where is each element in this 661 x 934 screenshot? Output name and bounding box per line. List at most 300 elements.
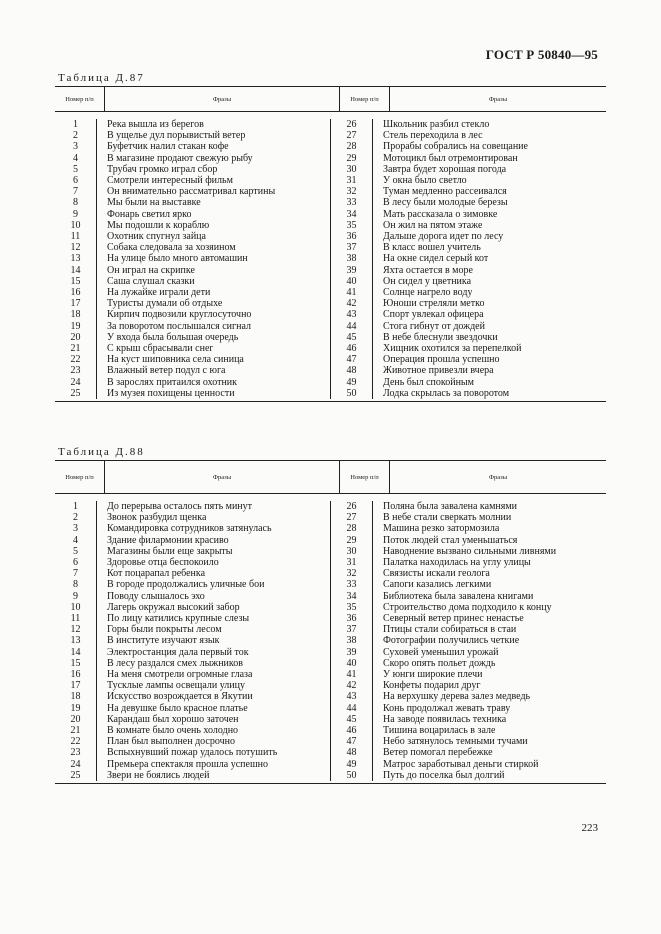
row-phrase: Операция прошла успешно [372,354,500,365]
table-row [331,130,606,141]
row-phrase: Поток людей стал уменьшаться [372,535,517,546]
table-row [331,220,606,231]
row-number: 22 [70,736,81,748]
row-number: 36 [346,613,357,625]
row-number: 45 [346,331,357,343]
row-phrase: На окне сидел серый кот [372,253,488,264]
row-phrase: В небе блеснули звездочки [372,332,498,343]
row-number: 26 [346,119,357,130]
row-phrase: Карандаш был хорошо заточен [96,714,239,725]
table-row [331,602,606,613]
row-phrase: В институте изучают язык [96,635,219,646]
row-number: 31 [346,175,357,187]
row-number: 41 [346,669,357,681]
row-phrase: Прорабы собрались на совещание [372,141,528,152]
table-row [331,703,606,714]
table-row [331,298,606,309]
row-phrase: С крыш сбрасывали снег [96,343,213,354]
row-phrase: В лесу были молодые березы [372,197,508,208]
row-phrase: Мотоцикл был отремонтирован [372,153,518,164]
row-number: 40 [346,657,357,669]
table-row [331,332,606,343]
row-phrase: Электростанция дала первый ток [96,647,249,658]
row-number: 7 [73,186,78,198]
row-number: 30 [346,545,357,557]
table-header [55,87,606,112]
row-number: 48 [346,365,357,377]
row-number: 42 [346,298,357,310]
row-phrase: Животное привезли вчера [372,365,494,376]
table-row [55,557,330,568]
table-row [55,186,330,197]
row-number: 9 [73,590,78,602]
row-phrase: До перерыва осталось пять минут [96,501,252,512]
row-number: 25 [70,769,81,781]
row-number: 25 [70,387,81,399]
row-number: 16 [70,287,81,299]
table-row [331,512,606,523]
row-phrase: Дальше дорога идет по лесу [372,231,503,242]
table-row [55,377,330,388]
table-row [331,669,606,680]
row-number: 8 [73,197,78,209]
table-row [331,309,606,320]
row-number: 4 [73,534,78,546]
row-phrase: Фонарь светил ярко [96,209,191,220]
page-number: 223 [581,822,598,834]
row-number: 7 [73,568,78,580]
table-row [331,141,606,152]
row-number: 23 [70,747,81,759]
table-row [331,759,606,770]
row-phrase: Юноши стреляли метко [372,298,484,309]
row-number: 33 [346,579,357,591]
table-row [55,613,330,624]
row-phrase: Ветер помогал перебежке [372,747,493,758]
table-row [55,680,330,691]
table-row [331,365,606,376]
table-row [55,309,330,320]
table-row [55,635,330,646]
row-phrase: Хищник охотился за перепелкой [372,343,521,354]
row-phrase: Охотник спугнул зайца [96,231,206,242]
row-number: 30 [346,163,357,175]
column-left [55,119,330,399]
row-number: 9 [73,208,78,220]
row-number: 23 [70,365,81,377]
table-row [55,591,330,602]
row-phrase: Конь продолжал жевать траву [372,703,510,714]
row-phrase: Поляна была завалена камнями [372,501,517,512]
table-caption-d87: Таблица Д.87 [58,72,145,84]
row-phrase: Трубач громко играл сбор [96,164,217,175]
row-number: 27 [346,512,357,524]
table-row [55,343,330,354]
table-header [55,461,606,494]
row-number: 49 [346,376,357,388]
row-phrase: Завтра будет хорошая погода [372,164,506,175]
table-row [331,557,606,568]
row-number: 36 [346,231,357,243]
row-phrase: Путь до поселка был долгий [372,770,505,781]
row-number: 13 [70,253,81,265]
row-phrase: Из музея похищены ценности [96,388,235,399]
table-row [55,276,330,287]
table-body [55,112,606,401]
table-row [55,624,330,635]
row-phrase: В городе продолжались уличные бои [96,579,264,590]
col-number-header: Номер п/п [65,473,94,481]
table-row [331,770,606,781]
row-number: 34 [346,208,357,220]
table-row [331,680,606,691]
row-phrase: В зарослях притаился охотник [96,377,237,388]
table-row [331,691,606,702]
row-number: 17 [70,298,81,310]
row-phrase: Лагерь окружал высокий забор [96,602,240,613]
row-phrase: Фотографии получились четкие [372,635,519,646]
row-number: 20 [70,331,81,343]
col-number-header: Номер п/п [65,95,94,103]
row-phrase: В комнате было очень холодно [96,725,238,736]
table-row [55,736,330,747]
row-number: 21 [70,343,81,355]
table-row [331,265,606,276]
row-number: 43 [346,309,357,321]
row-number: 1 [73,119,78,130]
row-phrase: Лодка скрылась за поворотом [372,388,509,399]
table-row [331,287,606,298]
row-phrase: Скоро опять польет дождь [372,658,495,669]
row-phrase: На лужайке играли дети [96,287,210,298]
table-row [55,747,330,758]
row-phrase: Тусклые лампы освещали улицу [96,680,245,691]
row-number: 10 [70,219,81,231]
column-right [330,501,606,781]
table-row [55,164,330,175]
row-phrase: План был выполнен досрочно [96,736,235,747]
row-phrase: Птицы стали собираться в стаи [372,624,516,635]
row-phrase: У окна было светло [372,175,467,186]
column-right [330,119,606,399]
row-phrase: Небо затянулось темными тучами [372,736,528,747]
table-row [55,321,330,332]
row-number: 6 [73,557,78,569]
row-phrase: Строительство дома подходило к концу [372,602,552,613]
row-number: 28 [346,141,357,153]
table-row [331,343,606,354]
row-phrase: Северный ветер принес ненастье [372,613,524,624]
row-number: 35 [346,219,357,231]
row-phrase: Матрос заработывал деньги стиркой [372,759,538,770]
table-row [331,186,606,197]
table-d88 [55,460,606,784]
table-row [55,253,330,264]
row-phrase: Школьник разбил стекло [372,119,489,130]
table-row [331,242,606,253]
row-number: 2 [73,130,78,142]
row-phrase: Мы подошли к кораблю [96,220,209,231]
row-number: 1 [73,501,78,512]
row-phrase: В магазине продают свежую рыбу [96,153,253,164]
table-row [55,568,330,579]
table-row [55,388,330,399]
row-number: 27 [346,130,357,142]
row-number: 46 [346,343,357,355]
row-number: 11 [70,231,81,243]
row-number: 29 [346,534,357,546]
table-row [55,546,330,557]
row-number: 6 [73,175,78,187]
table-row [55,365,330,376]
row-number: 32 [346,186,357,198]
row-phrase: По лицу катились крупные слезы [96,613,249,624]
row-phrase: Здание филармонии красиво [96,535,229,546]
row-number: 15 [70,275,81,287]
table-row [55,209,330,220]
table-row [331,354,606,365]
table-row [55,691,330,702]
table-row [55,602,330,613]
table-row [331,568,606,579]
row-number: 46 [346,725,357,737]
row-number: 19 [70,320,81,332]
row-number: 22 [70,354,81,366]
row-number: 44 [346,702,357,714]
table-row [55,669,330,680]
table-row [55,354,330,365]
table-row [331,253,606,264]
row-phrase: Река вышла из берегов [96,119,204,130]
row-number: 10 [70,601,81,613]
table-row [331,119,606,130]
row-phrase: Туристы думали об отдыхе [96,298,222,309]
row-number: 45 [346,713,357,725]
table-row [331,579,606,590]
row-phrase: Яхта остается в море [372,265,473,276]
table-row [55,579,330,590]
row-number: 19 [70,702,81,714]
table-row [331,321,606,332]
row-number: 12 [70,624,81,636]
row-number: 50 [346,387,357,399]
row-phrase: Кот поцарапал ребенка [96,568,205,579]
row-number: 44 [346,320,357,332]
row-phrase: На улице было много автомашин [96,253,248,264]
table-row [331,523,606,534]
table-row [55,175,330,186]
table-row [331,197,606,208]
row-number: 50 [346,769,357,781]
row-number: 38 [346,253,357,265]
row-number: 17 [70,680,81,692]
table-row [55,332,330,343]
row-number: 43 [346,691,357,703]
row-phrase: Звонок разбудил щенка [96,512,206,523]
table-row [55,770,330,781]
row-phrase: На девушке было красное платье [96,703,248,714]
table-row [331,164,606,175]
row-phrase: Суховей уменьшил урожай [372,647,499,658]
row-number: 35 [346,601,357,613]
row-number: 47 [346,736,357,748]
row-number: 34 [346,590,357,602]
row-number: 37 [346,242,357,254]
table-row [55,141,330,152]
row-number: 38 [346,635,357,647]
table-row [55,130,330,141]
table-body [55,494,606,783]
row-number: 2 [73,512,78,524]
row-phrase: В небе стали сверкать молнии [372,512,511,523]
row-phrase: Смотрели интересный фильм [96,175,233,186]
table-row [55,759,330,770]
row-phrase: Горы были покрыты лесом [96,624,222,635]
row-phrase: Искусство возрождается в Якутии [96,691,253,702]
table-row [331,377,606,388]
row-phrase: Наводнение вызвано сильными ливнями [372,546,556,557]
row-phrase: Библиотека была завалена книгами [372,591,533,602]
table-row [55,298,330,309]
table-row [55,501,330,512]
row-phrase: На куст шиповника села синица [96,354,244,365]
col-number-header: Номер п/п [339,87,389,111]
row-phrase: Он играл на скрипке [96,265,195,276]
table-row [331,647,606,658]
table-row [55,658,330,669]
row-number: 11 [70,613,81,625]
row-phrase: Связисты искали геолога [372,568,490,579]
row-number: 28 [346,523,357,535]
row-phrase: Мать рассказала о зимовке [372,209,497,220]
table-row [55,725,330,736]
row-phrase: Тишина воцарилась в зале [372,725,495,736]
row-phrase: Палатка находилась на углу улицы [372,557,531,568]
row-phrase: Сапоги казались легкими [372,579,491,590]
table-row [55,231,330,242]
row-phrase: За поворотом послышался сигнал [96,321,251,332]
col-phrase-header: Фразы [104,461,339,493]
table-row [331,624,606,635]
row-number: 26 [346,501,357,512]
table-row [55,714,330,725]
table-d87 [55,86,606,402]
row-phrase: Спорт увлекал офицера [372,309,484,320]
table-row [55,647,330,658]
row-number: 39 [346,646,357,658]
row-phrase: Буфетчик налил стакан кофе [96,141,229,152]
table-row [331,736,606,747]
table-row [55,265,330,276]
row-phrase: Машина резко затормозила [372,523,499,534]
table-caption-d88: Таблица Д.88 [58,446,145,458]
row-number: 49 [346,758,357,770]
table-row [55,535,330,546]
row-number: 8 [73,579,78,591]
row-number: 31 [346,557,357,569]
table-row [331,613,606,624]
col-number-header: Номер п/п [339,461,389,493]
row-phrase: На меня смотрели огромные глаза [96,669,252,680]
table-row [55,703,330,714]
row-phrase: У входа была большая очередь [96,332,238,343]
row-phrase: В ущелье дул порывистый ветер [96,130,245,141]
row-number: 18 [70,309,81,321]
table-row [331,591,606,602]
row-phrase: Командировка сотрудников затянулась [96,523,272,534]
row-number: 24 [70,758,81,770]
row-phrase: Стога гибнут от дождей [372,321,485,332]
table-row [331,725,606,736]
row-number: 24 [70,376,81,388]
row-phrase: День был спокойным [372,377,474,388]
row-phrase: Вспыхнувший пожар удалось потушить [96,747,277,758]
row-phrase: Туман медленно рассеивался [372,186,507,197]
row-number: 15 [70,657,81,669]
row-number: 33 [346,197,357,209]
column-left [55,501,330,781]
row-number: 20 [70,713,81,725]
row-phrase: Собака следовала за хозяином [96,242,236,253]
row-number: 3 [73,523,78,535]
row-phrase: Солнце нагрело воду [372,287,472,298]
row-phrase: На верхушку дерева залез медведь [372,691,530,702]
page-header: ГОСТ Р 50840—95 [485,47,598,62]
table-row [331,231,606,242]
table-row [331,635,606,646]
row-phrase: Конфеты подарил друг [372,680,481,691]
row-phrase: Он сидел у цветника [372,276,471,287]
row-phrase: Мы были на выставке [96,197,201,208]
table-row [331,501,606,512]
col-phrase-header: Фразы [389,461,606,493]
table-row [331,153,606,164]
row-phrase: Он жил на пятом этаже [372,220,482,231]
row-number: 41 [346,287,357,299]
row-phrase: Звери не боялись людей [96,770,209,781]
row-number: 14 [70,264,81,276]
table-row [55,523,330,534]
row-number: 5 [73,545,78,557]
row-number: 47 [346,354,357,366]
row-number: 40 [346,275,357,287]
row-number: 3 [73,141,78,153]
row-phrase: Стель переходила в лес [372,130,483,141]
table-row [331,714,606,725]
row-number: 29 [346,152,357,164]
table-row [331,546,606,557]
row-phrase: Здоровье отца беспокоило [96,557,219,568]
row-phrase: В лесу раздался смех лыжников [96,658,243,669]
table-row [55,220,330,231]
row-phrase: Кирпич подвозили круглосуточно [96,309,251,320]
row-phrase: На заводе появилась техника [372,714,506,725]
table-row [331,276,606,287]
row-number: 21 [70,725,81,737]
table-row [55,242,330,253]
table-row [331,175,606,186]
row-number: 14 [70,646,81,658]
col-phrase-header: Фразы [389,87,606,111]
row-number: 37 [346,624,357,636]
table-row [55,119,330,130]
row-number: 42 [346,680,357,692]
table-row [55,153,330,164]
row-number: 32 [346,568,357,580]
table-row [55,512,330,523]
row-phrase: Он внимательно рассматривал картины [96,186,275,197]
table-row [331,209,606,220]
